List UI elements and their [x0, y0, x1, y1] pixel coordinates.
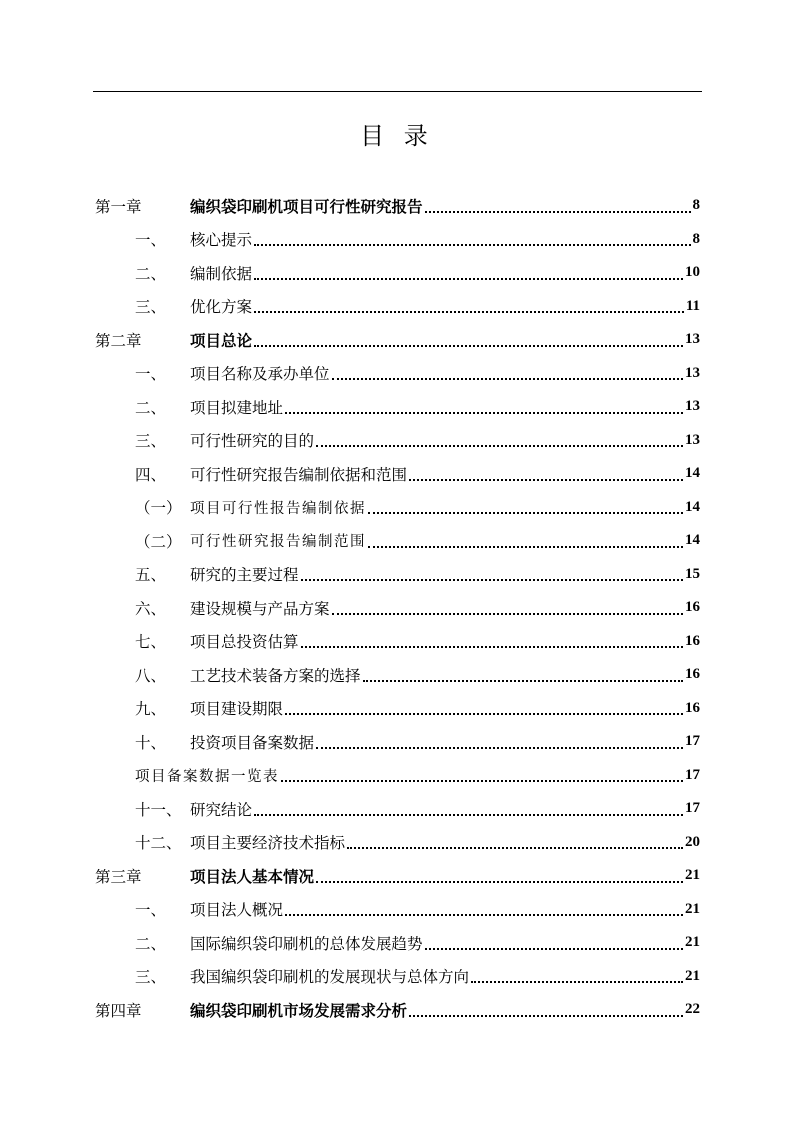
toc-entry[interactable] [95, 189, 700, 223]
toc-entry-title: 编织袋印刷机市场发展需求分析 [190, 1000, 408, 1020]
toc-dot-leader [363, 662, 683, 682]
toc-entry-page-number: 16 [685, 599, 700, 616]
toc-entry-page-number: 21 [685, 900, 700, 917]
toc-dot-leader [316, 863, 683, 883]
table-of-contents [95, 189, 700, 1027]
toc-entry[interactable] [95, 290, 700, 324]
toc-entry-number: 二、 [135, 264, 167, 283]
toc-entry[interactable] [95, 357, 700, 391]
toc-entry[interactable] [95, 424, 700, 458]
toc-dot-leader [425, 930, 683, 950]
toc-entry-page-number: 17 [685, 766, 700, 783]
toc-dot-leader [332, 595, 683, 615]
toc-entry-number: 第二章 [95, 331, 142, 350]
toc-dot-leader [425, 193, 691, 213]
toc-entry-title: 研究结论 [190, 800, 253, 819]
toc-dot-leader [301, 628, 683, 648]
toc-entry-page-number: 22 [685, 1001, 700, 1018]
toc-entry[interactable] [95, 491, 700, 525]
toc-entry-number: 九、 [135, 700, 167, 719]
toc-entry-title: 编织袋印刷机项目可行性研究报告 [190, 196, 423, 216]
toc-dot-leader [254, 293, 684, 313]
toc-entry-page-number: 17 [685, 800, 700, 817]
toc-entry-page-number: 16 [685, 699, 700, 716]
toc-entry[interactable] [95, 926, 700, 960]
toc-entry-number: 第一章 [95, 197, 142, 216]
toc-entry-number: 七、 [135, 633, 167, 652]
toc-entry[interactable] [95, 792, 700, 826]
toc-dot-leader [471, 963, 683, 983]
toc-entry-page-number: 14 [685, 465, 700, 482]
toc-entry-title: 项目主要经济技术指标 [190, 834, 346, 853]
toc-entry[interactable] [95, 223, 700, 257]
toc-entry-page-number: 17 [685, 733, 700, 750]
toc-entry-page-number: 8 [692, 197, 700, 214]
toc-entry[interactable] [95, 993, 700, 1027]
toc-entry-number: 十二、 [135, 834, 182, 853]
toc-entry-number: 二、 [135, 934, 167, 953]
toc-entry-number: 第三章 [95, 867, 142, 886]
toc-entry-number: 三、 [135, 968, 167, 987]
toc-entry-title: 投资项目备案数据 [190, 733, 315, 752]
toc-entry-page-number: 8 [692, 230, 700, 247]
toc-entry-page-number: 13 [685, 431, 700, 448]
toc-entry-number: 第四章 [95, 1001, 142, 1020]
toc-entry-title: 项目名称及承办单位 [190, 365, 330, 384]
toc-entry-title: 可行性研究报告编制依据和范围 [190, 465, 408, 484]
toc-entry-number: 三、 [135, 432, 167, 451]
toc-entry-title: 建设规模与产品方案 [190, 599, 330, 618]
toc-dot-leader [285, 695, 683, 715]
toc-entry-page-number: 13 [685, 331, 700, 348]
toc-entry-page-number: 11 [685, 297, 700, 314]
toc-entry-title: 项目总投资估算 [190, 633, 299, 652]
toc-entry[interactable] [95, 759, 700, 793]
toc-dot-leader [254, 327, 683, 347]
toc-dot-leader [254, 260, 683, 280]
toc-dot-leader [285, 896, 683, 916]
toc-entry[interactable] [95, 692, 700, 726]
toc-entry-title: 研究的主要过程 [190, 566, 299, 585]
toc-entry-page-number: 21 [685, 934, 700, 951]
toc-entry-number: 三、 [135, 298, 167, 317]
toc-entry-page-number: 20 [685, 833, 700, 850]
toc-entry[interactable] [95, 893, 700, 927]
toc-entry[interactable] [95, 725, 700, 759]
toc-entry[interactable] [95, 323, 700, 357]
toc-entry-title: 项目拟建地址 [190, 398, 284, 417]
toc-entry-page-number: 14 [685, 498, 700, 515]
toc-dot-leader [316, 729, 683, 749]
toc-entry-title: 项目总论 [190, 330, 253, 350]
toc-entry-number: （一） [135, 499, 182, 518]
toc-entry-title: 我国编织袋印刷机的发展现状与总体方向 [190, 968, 470, 987]
toc-entry-page-number: 16 [685, 632, 700, 649]
toc-dot-leader [368, 528, 683, 548]
toc-entry[interactable] [95, 390, 700, 424]
toc-entry[interactable] [95, 658, 700, 692]
toc-entry-title: 项目法人基本情况 [190, 866, 315, 886]
toc-entry-title: 国际编织袋印刷机的总体发展趋势 [190, 934, 423, 953]
toc-dot-leader [254, 796, 683, 816]
toc-dot-leader [332, 360, 683, 380]
toc-entry[interactable] [95, 457, 700, 491]
toc-entry-number: 十一、 [135, 800, 182, 819]
toc-dot-leader [281, 762, 683, 782]
toc-entry-title: 优化方案 [190, 298, 253, 317]
toc-dot-leader [301, 561, 683, 581]
toc-entry-title: 项目备案数据一览表 [135, 768, 279, 785]
toc-entry[interactable] [95, 960, 700, 994]
toc-entry[interactable] [95, 591, 700, 625]
toc-dot-leader [368, 494, 683, 514]
toc-entry-page-number: 13 [685, 398, 700, 415]
toc-entry[interactable] [95, 558, 700, 592]
toc-dot-leader [347, 829, 683, 849]
header-rule [93, 91, 702, 92]
toc-entry-number: 四、 [135, 465, 167, 484]
toc-entry-title: 工艺技术装备方案的选择 [190, 666, 361, 685]
toc-entry-number: 五、 [135, 566, 167, 585]
toc-entry-title: 项目建设期限 [190, 700, 284, 719]
toc-entry[interactable] [95, 859, 700, 893]
toc-entry-title: 可行性研究报告编制范围 [190, 534, 366, 551]
toc-entry-number: 六、 [135, 599, 167, 618]
toc-entry-title: 核心提示 [190, 231, 253, 250]
toc-entry-page-number: 14 [685, 532, 700, 549]
toc-entry-page-number: 21 [685, 967, 700, 984]
toc-entry-number: （二） [135, 532, 182, 551]
toc-entry[interactable] [95, 256, 700, 290]
toc-entry-number: 二、 [135, 398, 167, 417]
toc-entry[interactable] [95, 524, 700, 558]
toc-entry-title: 编制依据 [190, 264, 253, 283]
toc-entry[interactable] [95, 625, 700, 659]
toc-entry-page-number: 16 [685, 666, 700, 683]
toc-dot-leader [409, 997, 683, 1017]
toc-entry-title: 项目法人概况 [190, 901, 284, 920]
toc-dot-leader [285, 394, 683, 414]
toc-title: 目 录 [360, 122, 434, 150]
toc-entry-page-number: 10 [685, 264, 700, 281]
toc-entry-number: 一、 [135, 231, 167, 250]
toc-dot-leader [316, 427, 683, 447]
toc-dot-leader [409, 461, 683, 481]
toc-entry-number: 一、 [135, 901, 167, 920]
toc-entry-title: 可行性研究的目的 [190, 432, 315, 451]
toc-entry-page-number: 13 [685, 364, 700, 381]
toc-entry-number: 十、 [135, 733, 167, 752]
toc-entry-title: 项目可行性报告编制依据 [190, 500, 366, 517]
toc-entry-number: 一、 [135, 365, 167, 384]
toc-dot-leader [254, 226, 690, 246]
toc-entry-page-number: 21 [685, 867, 700, 884]
toc-entry-page-number: 15 [685, 565, 700, 582]
toc-entry[interactable] [95, 826, 700, 860]
toc-entry-number: 八、 [135, 666, 167, 685]
